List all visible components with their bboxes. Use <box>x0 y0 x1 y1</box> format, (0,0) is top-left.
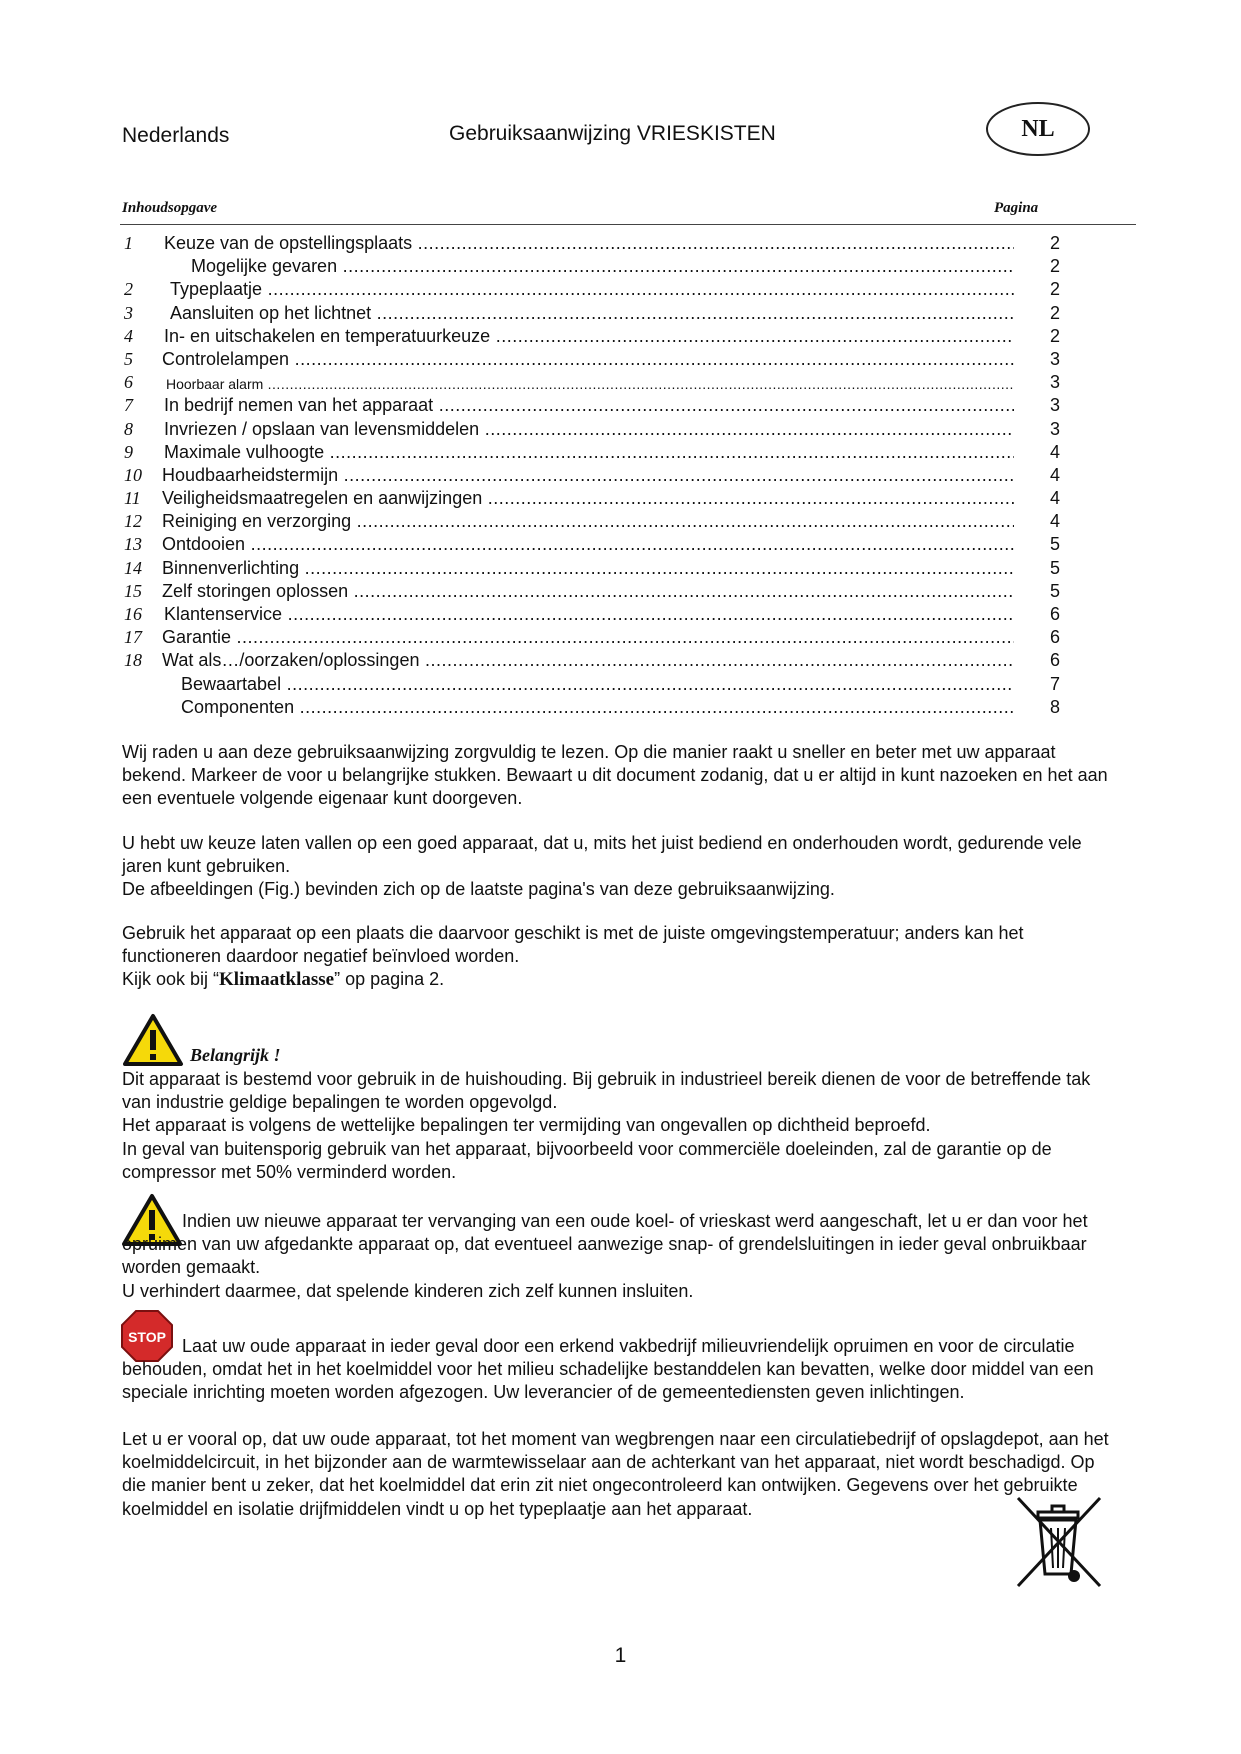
page-number: 1 <box>614 1644 627 1667</box>
toc-page: 3 <box>1049 395 1060 416</box>
toc-number: 3 <box>124 302 133 323</box>
toc-page: 6 <box>1049 650 1060 671</box>
toc-entry <box>120 256 1060 279</box>
language-badge <box>985 100 1091 158</box>
toc-page: 6 <box>1049 604 1060 624</box>
toc-number: 1 <box>124 233 133 253</box>
toc-entry <box>120 395 1060 418</box>
stop-text: Laat uw oude apparaat in ieder geval door een erkend vakbedrijf milieuvriendelijk opruimen en voor de circulatie behouden, omdat het in het koelmiddel voor het milieu schadelijke bestanddelen kan bevatten, welke door middel van een speciale inrichting moeten worden afgezogen. Uw leverancier of de gemeentediensten geven inlichtingen. <box>122 1336 1094 1403</box>
toc-label: Reiniging en verzorging ..... <box>162 511 1014 532</box>
toc-entry <box>120 534 1060 557</box>
stop-text: Let u er vooral op, dat uw oude apparaat, tot het moment van wegbrengen naar een circulatiebedrijf of opslagdepot, aan het koelmiddelcircuit, in het bijzonder aan de warmtewisselaar aan de achterkant van het apparaat, niet wordt beschadigd. Op die manier bent u zeker, dat het koelmiddel dat erin zit niet ongecontroleerd kan ontwijken. Gegevens over het gebruikte koelmiddel en isolatie drijfmiddelen vindt u op het typeplaatje aan het apparaat. <box>122 1429 1109 1519</box>
intro-paragraph-3 <box>122 922 1122 992</box>
toc-entry <box>120 465 1060 488</box>
toc-label: Binnenverlichting ..... <box>162 558 1014 579</box>
toc-label: In bedrijf nemen van het apparaat ..... <box>164 395 1014 416</box>
toc-entry <box>120 233 1060 256</box>
toc-number: 10 <box>124 464 142 485</box>
intro-paragraph-2 <box>122 832 1122 902</box>
toc-page: 5 <box>1049 557 1060 578</box>
toc-label: Aansluiten op het lichtnet ..... <box>170 303 1014 324</box>
toc-number: 6 <box>124 372 133 393</box>
toc-number: 12 <box>124 511 142 532</box>
toc-page: 4 <box>1049 464 1060 485</box>
toc-page: 2 <box>1049 325 1060 346</box>
toc-entry <box>120 627 1060 650</box>
toc-number: 9 <box>124 441 133 462</box>
toc-page: 3 <box>1049 418 1060 439</box>
important-title: Belangrijk ! <box>190 1045 281 1065</box>
toc-entry <box>120 650 1060 673</box>
toc-label: Invriezen / opslaan van levensmiddelen ..... <box>164 419 1014 440</box>
toc-number: 11 <box>124 488 141 509</box>
toc-number: 8 <box>124 418 133 439</box>
intro-text: U hebt uw keuze laten vallen op een goed apparaat, dat u, mits het juist bediend en onderhouden wordt, gedurende vele jaren kunt gebruiken. <box>122 833 1082 877</box>
toc-number: 16 <box>124 604 142 624</box>
crossed-bin-icon <box>1008 1490 1108 1595</box>
intro-paragraph-1 <box>122 741 1122 811</box>
intro-text: Kijk ook bij “ <box>122 969 220 990</box>
toc-page: 4 <box>1049 488 1060 509</box>
toc-page: 4 <box>1049 441 1060 462</box>
toc-divider <box>120 224 1136 225</box>
toc-number: 17 <box>124 627 142 648</box>
toc-number: 5 <box>124 348 133 369</box>
toc-page: 5 <box>1049 534 1060 555</box>
toc-page: 3 <box>1049 348 1060 369</box>
warning-text: Indien uw nieuwe apparaat ter vervanging van een oude koel- of vrieskast werd aangeschaft, let u er dan voor het opruimen van uw afgedankte apparaat op, dat eventueel aanwezige snap- of grendelsluitingen in ieder geval onbruikbaar worden gemaakt. <box>122 1211 1088 1278</box>
toc-label: Veiligheidsmaatregelen en aanwijzingen ..... <box>162 488 1014 509</box>
toc-entry <box>120 697 1060 720</box>
toc-page: 2 <box>1049 279 1060 300</box>
toc-label: Maximale vulhoogte ..... <box>164 442 1014 463</box>
toc-number: 7 <box>124 395 133 416</box>
toc-entry <box>120 581 1060 604</box>
toc-page: 2 <box>1049 233 1060 253</box>
stop-section <box>122 1335 1122 1405</box>
toc-label: Controlelampen ..... <box>162 349 1014 370</box>
toc-entry <box>120 279 1060 302</box>
toc-label: Garantie ..... <box>162 627 1014 648</box>
toc-entry <box>120 558 1060 581</box>
toc-number: 14 <box>124 557 142 578</box>
intro-text: De afbeeldingen (Fig.) bevinden zich op de laatste pagina's van deze gebruiksaanwijzing. <box>122 879 835 900</box>
climate-class-term: Klimaatklasse <box>219 969 335 991</box>
toc-entry <box>120 349 1060 372</box>
important-text: Het apparaat is volgens de wettelijke bepalingen ter vermijding van ongevallen op dichtheid beproefd. <box>122 1115 931 1136</box>
toc-page: 6 <box>1049 627 1060 648</box>
toc-entry <box>120 488 1060 511</box>
toc-number: 15 <box>124 580 142 601</box>
climate-class-reference <box>122 968 1122 991</box>
toc-label: Houdbaarheidstermijn ..... <box>162 465 1014 486</box>
toc-page-heading: Pagina <box>994 200 1039 216</box>
warning-text: U verhindert daarmee, dat spelende kinderen zich zelf kunnen insluiten. <box>122 1280 694 1301</box>
toc-page: 5 <box>1049 580 1060 601</box>
toc-page: 8 <box>1049 696 1060 717</box>
toc-label: Klantenservice ..... <box>164 604 1014 625</box>
toc-label: Zelf storingen oplossen ..... <box>162 581 1014 602</box>
toc-entry <box>120 303 1060 326</box>
toc-label: Componenten ..... <box>181 697 1014 718</box>
toc-number: 4 <box>124 325 133 346</box>
toc-label: Wat als…/oorzaken/oplossingen ..... <box>162 650 1014 671</box>
document-title: Gebruiksaanwijzing VRIESKISTEN <box>449 122 776 145</box>
intro-text: Wij raden u aan deze gebruiksaanwijzing zorgvuldig te lezen. Op die manier raakt u sneller en beter met uw apparaat bekend. Markeer de voor u belangrijke stukken. Bewaart u dit document zodanig, dat u er altijd in kunt nazoeken en het aan een eventuele volgende eigenaar kunt doorgeven. <box>122 742 1108 809</box>
warning-triangle-icon <box>122 1013 184 1072</box>
intro-text: Gebruik het apparaat op een plaats die daarvoor geschikt is met de juiste omgevingstemperatuur; anders kan het functioneren daardoor negatief beïnvloed worden. <box>122 923 1024 967</box>
toc-label: Keuze van de opstellingsplaats ..... <box>164 233 1014 254</box>
toc-heading: Inhoudsopgave <box>122 200 218 216</box>
toc-page: 4 <box>1049 511 1060 532</box>
toc-entry <box>120 419 1060 442</box>
toc-label: Hoorbaar alarm ..... <box>166 376 1014 392</box>
toc-label: Bewaartabel ..... <box>181 674 1014 695</box>
toc-entry <box>120 604 1060 627</box>
toc-page: 3 <box>1049 372 1060 393</box>
important-section <box>122 1068 1122 1184</box>
important-text: Dit apparaat is bestemd voor gebruik in de huishouding. Bij gebruik in industrieel bereik dienen de voor de betreffende tak van industrie geldige bepalingen te worden opgevolgd. <box>122 1069 1091 1113</box>
toc-entry <box>120 326 1060 349</box>
toc-number: 2 <box>124 279 133 300</box>
toc-entry <box>120 372 1060 395</box>
toc-label: Ontdooien ..... <box>162 534 1014 555</box>
warning-section <box>122 1210 1122 1303</box>
important-text: In geval van buitensporig gebruik van het apparaat, bijvoorbeeld voor commerciële doeleinden, zal de garantie op de compressor met 50% verminderd worden. <box>122 1138 1052 1182</box>
toc-entry <box>120 442 1060 465</box>
toc-page: 2 <box>1049 302 1060 323</box>
toc-page: 2 <box>1049 256 1060 277</box>
toc-entry <box>120 511 1060 534</box>
toc-number: 13 <box>124 534 142 555</box>
header-language: Nederlands <box>122 124 230 147</box>
toc-label: In- en uitschakelen en temperatuurkeuze ..... <box>164 326 1014 347</box>
toc-entry <box>120 674 1060 697</box>
toc-label: Typeplaatje ..... <box>170 279 1014 300</box>
stop-sign-label: STOP <box>128 1329 166 1345</box>
stop-section-continued <box>122 1428 1109 1521</box>
language-badge-text: NL <box>1021 116 1055 142</box>
toc-label: Mogelijke gevaren ..... <box>191 256 1014 277</box>
table-of-contents <box>120 233 1060 720</box>
toc-number: 18 <box>124 650 142 671</box>
intro-text: ” op pagina 2. <box>334 969 445 990</box>
toc-page: 7 <box>1049 673 1060 694</box>
